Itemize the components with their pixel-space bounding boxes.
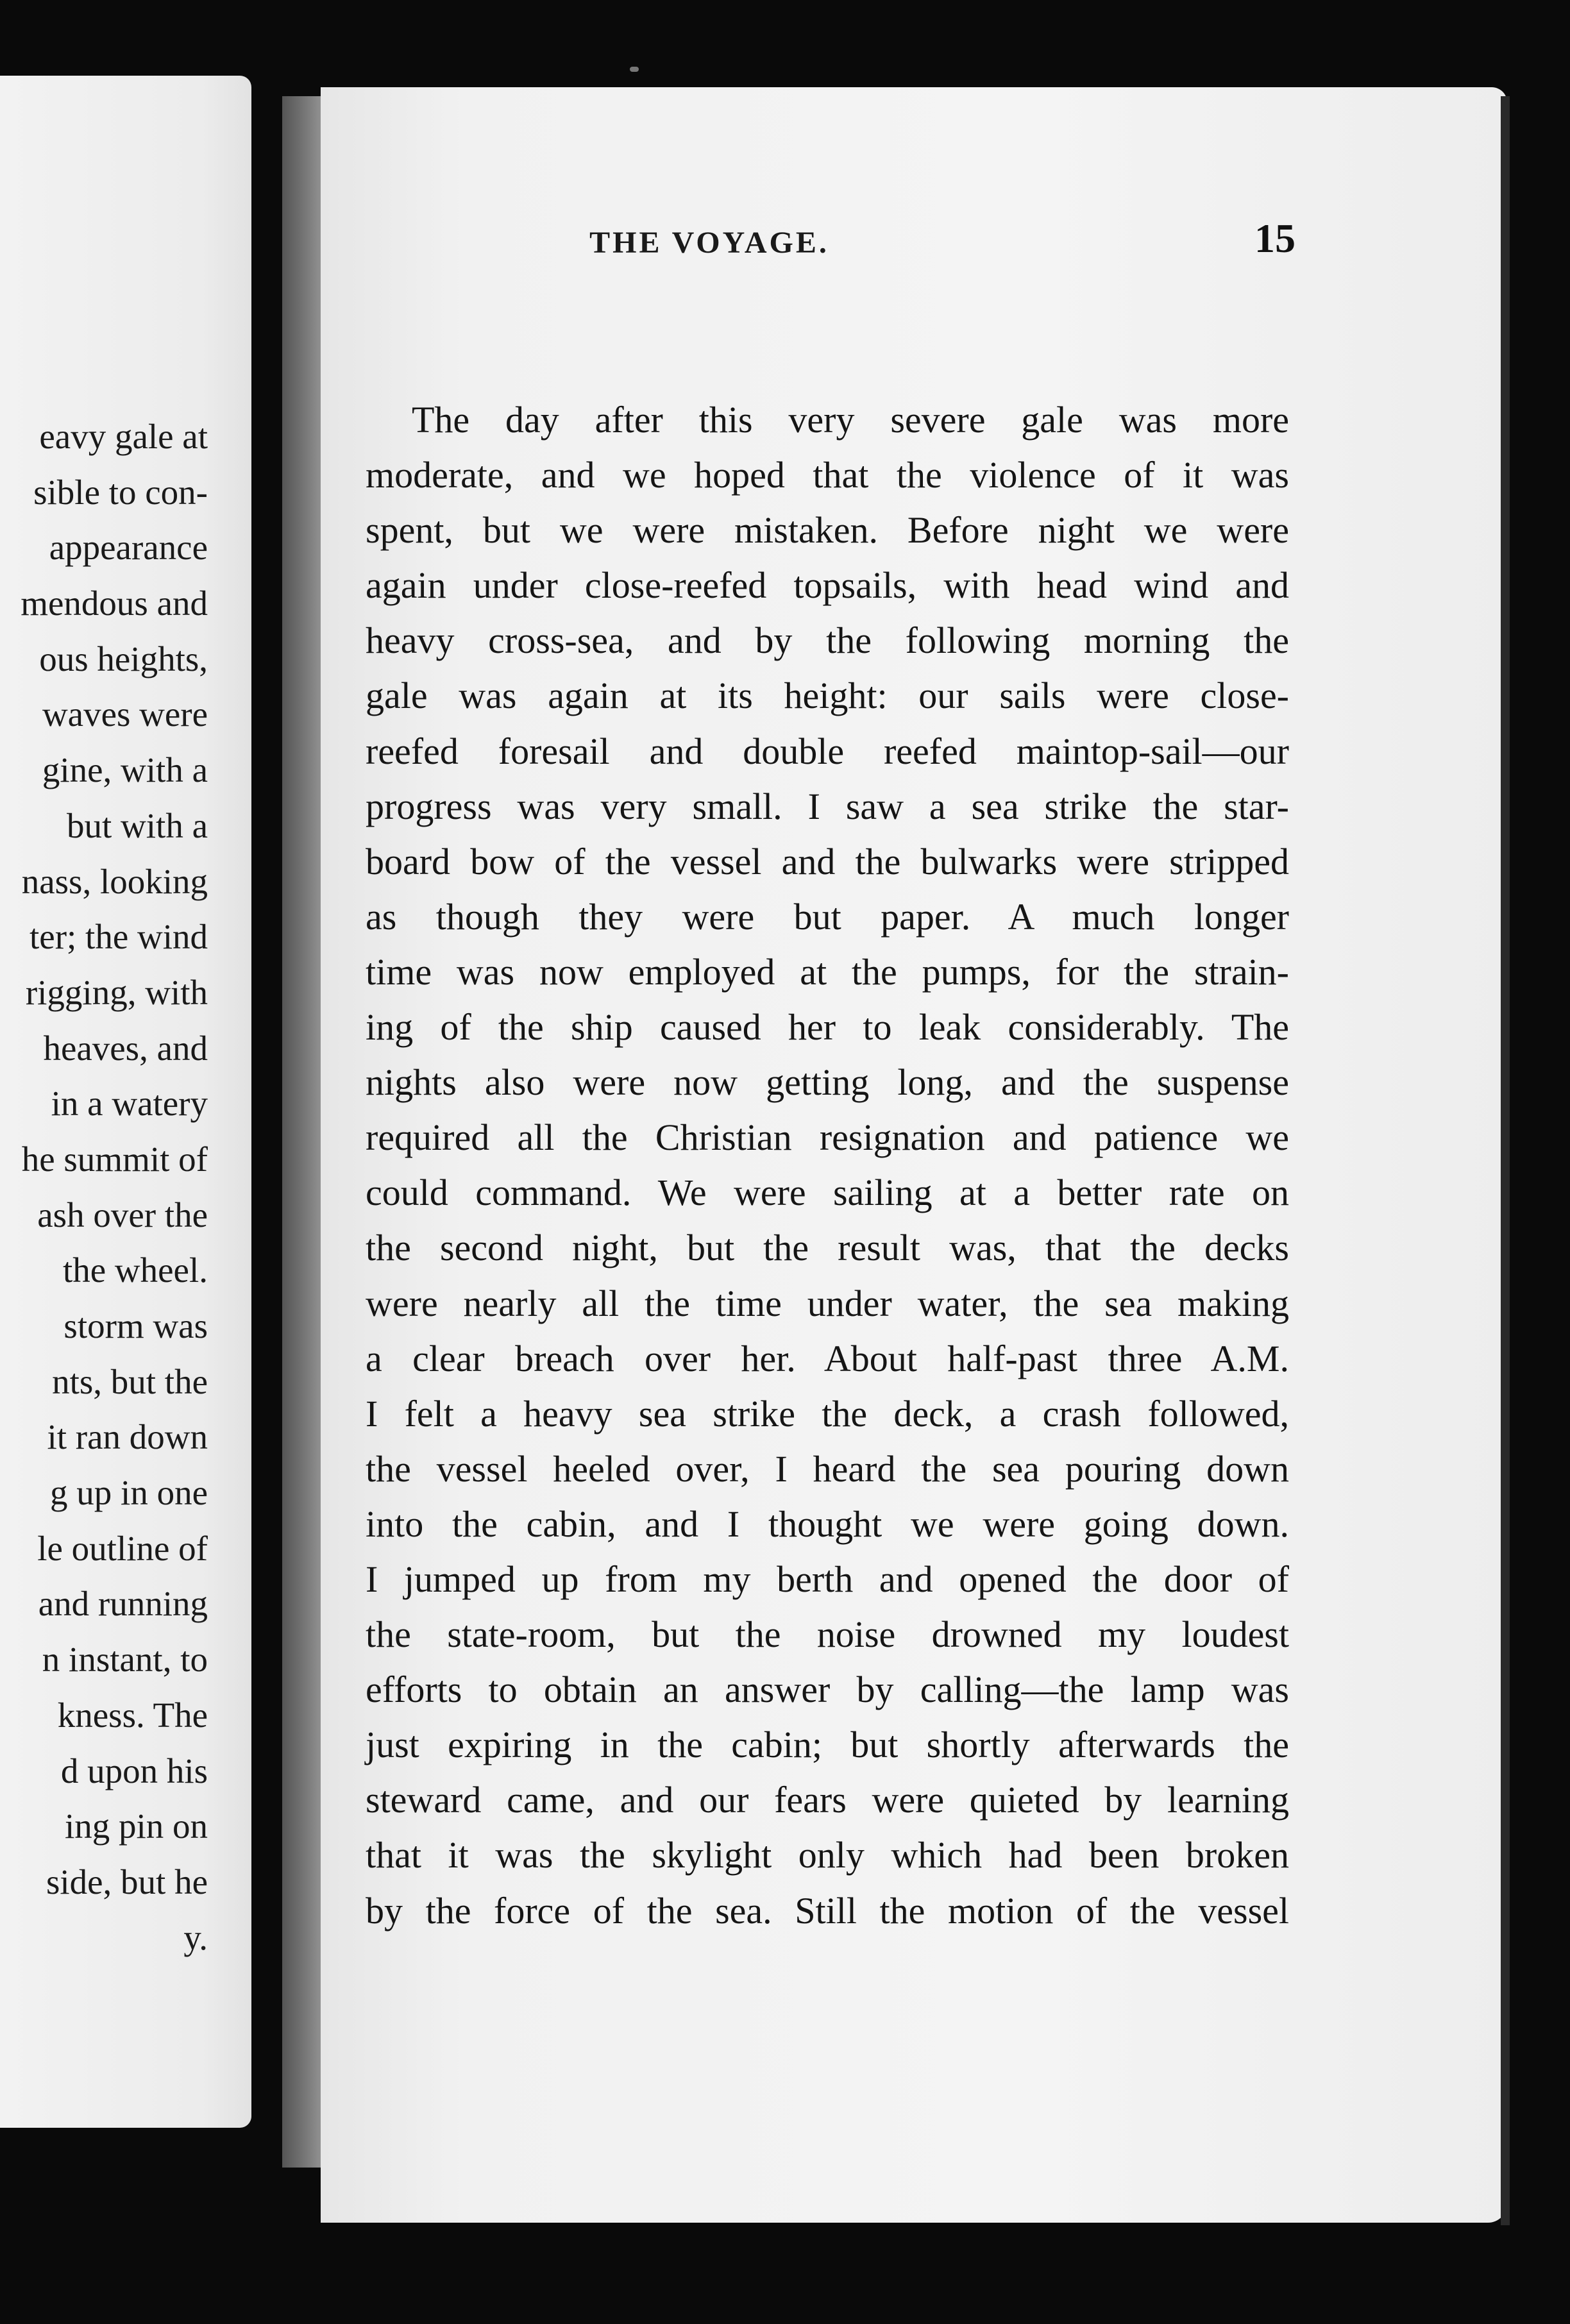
- text-line: into the cabin, and I thought we were going down.: [366, 1503, 1289, 1545]
- text-line: required all the Christian resignation and patience we: [366, 1116, 1289, 1159]
- left-page-line: ous heights,: [39, 639, 208, 678]
- text-line: the state-room, but the noise drowned my loudest: [366, 1613, 1289, 1656]
- left-page-line: in a watery: [51, 1084, 208, 1124]
- text-line: time was now employed at the pumps, for the strain-: [366, 950, 1289, 993]
- text-line: I felt a heavy sea strike the deck, a crash followed,: [366, 1392, 1289, 1435]
- left-page-line: but with a: [67, 805, 208, 845]
- text-line: progress was very small. I saw a sea strike the star-: [366, 785, 1289, 827]
- left-page-line: kness. The: [57, 1695, 208, 1735]
- body-text: [366, 392, 1289, 1939]
- text-line: ing of the ship caused her to leak considerably. The: [366, 1006, 1289, 1048]
- text-line: a clear breach over her. About half-past three A.M.: [366, 1337, 1289, 1379]
- text-line: the second night, but the result was, that the decks: [366, 1227, 1289, 1269]
- text-line: were nearly all the time under water, the sea making: [366, 1282, 1289, 1324]
- left-page-line: sible to con-: [33, 472, 208, 512]
- left-page-line: g up in one: [50, 1473, 208, 1513]
- left-page-line: rigging, with: [25, 972, 208, 1012]
- page-edge-shadow: [1501, 96, 1510, 2225]
- text-line: nights also were now getting long, and the suspense: [366, 1061, 1289, 1104]
- text-line: could command. We were sailing at a better rate on: [366, 1172, 1289, 1214]
- text-line: by the force of the sea. Still the motion of the vessel: [366, 1889, 1289, 1932]
- text-line: again under close-reefed topsails, with head wind and: [366, 564, 1289, 607]
- text-line: spent, but we were mistaken. Before night we were: [366, 509, 1289, 552]
- left-page-line: and running: [38, 1584, 208, 1624]
- scan-border: [0, 2225, 1570, 2324]
- text-line: The day after this very severe gale was more: [412, 399, 1289, 441]
- left-page: [0, 76, 251, 2128]
- left-page-text: [0, 409, 208, 1966]
- left-page-line: he summit of: [21, 1139, 208, 1179]
- text-line: efforts to obtain an answer by calling—the lamp was: [366, 1669, 1289, 1711]
- left-page-line: nass, looking: [21, 861, 208, 901]
- text-line: as though they were but paper. A much longer: [366, 895, 1289, 938]
- text-line: I jumped up from my berth and opened the door of: [366, 1558, 1289, 1600]
- page-number: 15: [1254, 215, 1296, 261]
- scan-mark: [630, 67, 639, 72]
- left-page-line: waves were: [42, 695, 208, 734]
- left-page-line: y.: [183, 1917, 208, 1957]
- left-page-line: mendous and: [21, 584, 208, 623]
- left-page-line: gine, with a: [42, 750, 208, 790]
- text-line: heavy cross-sea, and by the following morning the: [366, 619, 1289, 662]
- left-page-line: heaves, and: [43, 1028, 208, 1068]
- left-page-line: le outline of: [37, 1528, 208, 1568]
- text-line: steward came, and our fears were quieted by learning: [366, 1779, 1289, 1821]
- left-page-line: n instant, to: [42, 1640, 208, 1680]
- text-line: the vessel heeled over, I heard the sea pouring down: [366, 1447, 1289, 1490]
- left-page-line: storm was: [63, 1306, 208, 1345]
- left-page-line: ter; the wind: [30, 917, 208, 957]
- left-page-line: ash over the: [37, 1195, 208, 1234]
- left-page-line: appearance: [49, 528, 208, 568]
- left-page-line: side, but he: [46, 1862, 208, 1901]
- left-page-line: the wheel.: [62, 1250, 208, 1290]
- text-line: that it was the skylight only which had been broken: [366, 1834, 1289, 1876]
- left-page-line: ing pin on: [64, 1806, 208, 1846]
- text-line: just expiring in the cabin; but shortly afterwards the: [366, 1724, 1289, 1766]
- left-page-line: eavy gale at: [39, 417, 208, 456]
- running-head: THE VOYAGE.: [589, 226, 829, 260]
- text-line: gale was again at its height: our sails were close-: [366, 675, 1289, 717]
- text-line: reefed foresail and double reefed maintop-sail—our: [366, 730, 1289, 772]
- left-page-line: d upon his: [60, 1751, 208, 1790]
- left-page-line: nts, but the: [52, 1361, 208, 1401]
- left-page-line: it ran down: [47, 1417, 208, 1457]
- text-line: moderate, and we hoped that the violence of it was: [366, 454, 1289, 496]
- text-line: board bow of the vessel and the bulwarks were stripped: [366, 840, 1289, 882]
